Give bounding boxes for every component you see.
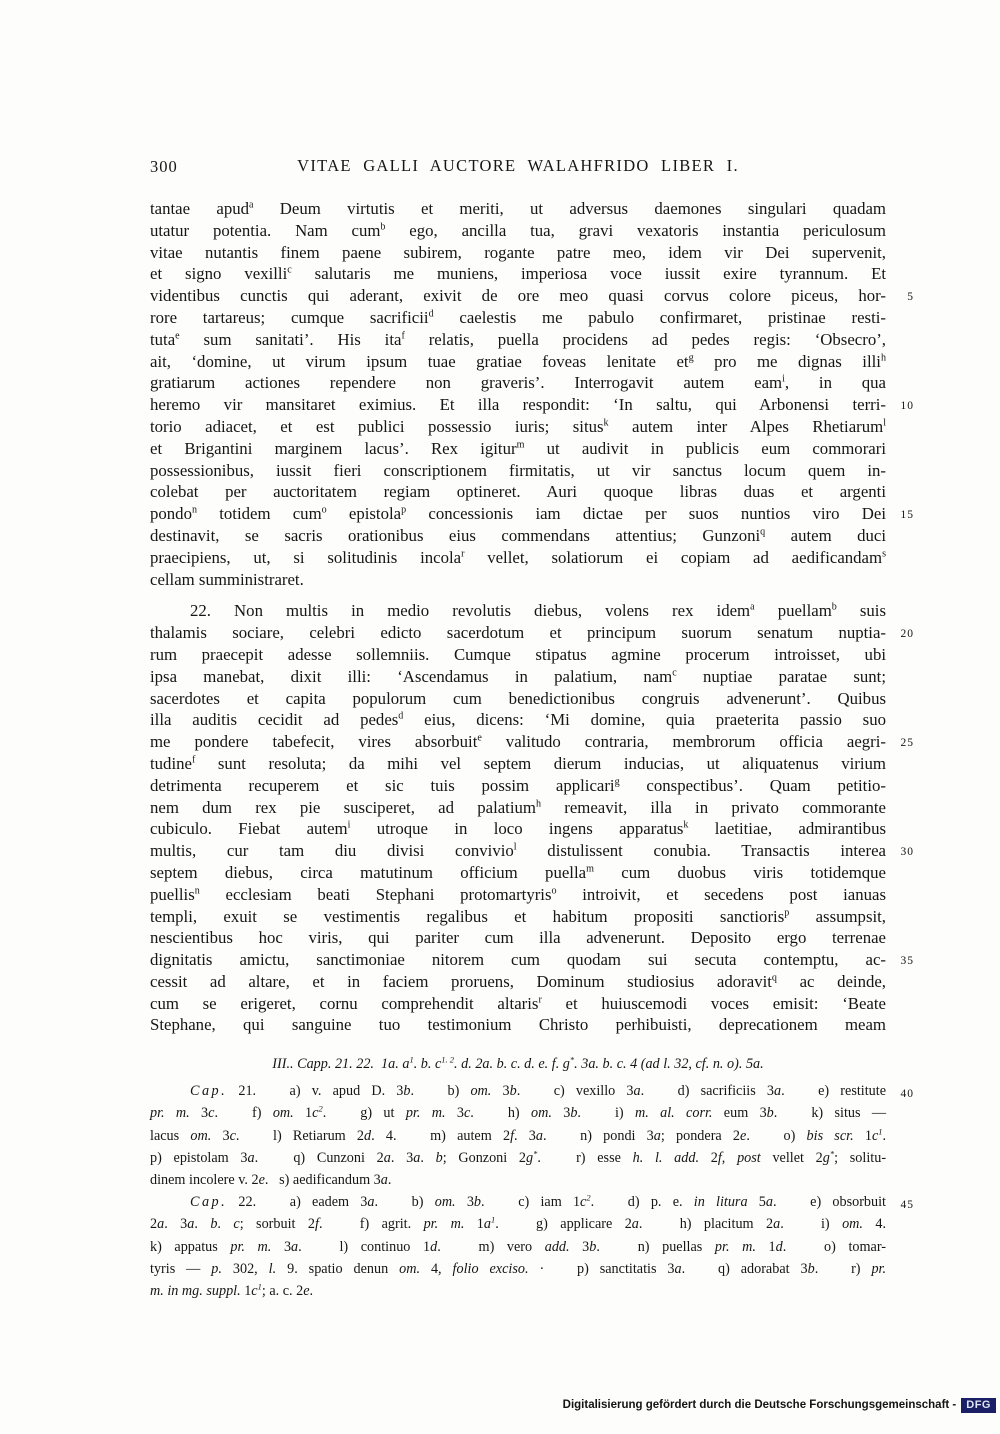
text-line: cubiculo. Fiebat autem$^i$ utroque in loco ingens apparatus$^k$ laetitiae, admirantibus [150, 819, 886, 839]
text-line: p) epistolam 3a. q) Cunzoni 2a. 3a. b; Gonzoni 2g*. r) esse h. l. add. 2f, post vellet 2g*; solitu- [150, 1148, 887, 1166]
margin-line-number: 45 [900, 1199, 914, 1212]
margin-line-number: 25 [900, 737, 914, 750]
text-line: me pondere tabefecit, vires absorbuit$^e$ valitudo contraria, membrorum officia aegri- 25 [150, 732, 914, 752]
text-line: tuta$^e$ sum sanitati’. His ita$^f$ relatis, puella procidens ad pedes regis: ‘Obsecro’, [150, 329, 886, 349]
apparatus-manuscripts-line [150, 1056, 886, 1078]
text-line: septem diebus, circa matutinum officium puella$^m$ cum duobus viris totidemque [150, 862, 886, 882]
margin-line-number: 5 [907, 291, 914, 304]
main-text [150, 199, 914, 1037]
text-line: pondo$^n$ totidem cum$^o$ epistola$^p$ concessionis iam dictae per suos nuntios viro Dei 15 [150, 504, 914, 524]
text-line: Cap. 22. a) eadem 3a. b) om. 3b. c) iam $1c^2$. d) p. e. in litura 5a. e) obsorbuit 45 [190, 1192, 914, 1212]
text-line: pr. m. 3c. f) om. $1c^2$. g) ut pr. m. 3c. h) om. 3b. i) m. al. corr. eum 3b. k) situs — [150, 1103, 887, 1122]
text-line: videntibus cunctis qui aderant, exivit de ore meo quasi corvus colore piceus, hor- 5 [150, 286, 914, 306]
text-line: heremo vir mansitaret eximius. Et illa respondit: ‘In saltu, qui Arbonensi terri- 10 [150, 395, 914, 415]
page-number: 300 [150, 157, 178, 176]
text-line: sacerdotes et capita populorum cum benedictionibus congruis advenerunt’. Quibus [150, 688, 886, 708]
text-line: et signo vexilli$^c$ salutaris me muniens, imperiosa voce iussit exire tyrannum. Et [150, 264, 886, 284]
text-line: torio adiacet, et est publici possessio iuris; situs$^k$ autem inter Alpes Rhetiarum$^l$ [150, 416, 886, 436]
text-line: et Brigantini marginem lacus’. Rex igitur$^m$ ut audivit in publicis eum commorari [150, 438, 886, 458]
text-line: utatur potentia. Nam cum$^b$ ego, ancilla tua, gravi vexatoris instantia periculosum [150, 220, 886, 240]
text-line: detrimenta recuperem et sic tuis possim applicari$^g$ conspectibus’. Quam petitio- [150, 775, 886, 795]
apparatus-cap-22 [150, 1192, 914, 1305]
text-line: vitae nutantis finem paene subirem, rogante patre meo, idem vir Dei supervenit, [150, 242, 886, 262]
text-line: k) appatus pr. m. 3a. l) continuo 1d. m) vero add. 3b. n) puellas pr. m. 1d. o) tomar- [150, 1238, 886, 1255]
text-line: lacus om. 3c. l) Retiarum 2d. 4. m) autem 2f. 3a. n) pondi 3a; pondera 2e. o) bis scr. $1c^1$. [150, 1125, 887, 1144]
text-line: colebat per auctoritatem regiam optineret. Auri quoque libras duas et argenti [150, 482, 886, 502]
digitization-credit [563, 1396, 996, 1414]
text-line: tyris — p. 302, l. 9. spatio denun om. 4, folio exciso. · p) sanctitatis 3a. q) adorabat 3b. r) pr. [150, 1260, 887, 1277]
page-header [150, 156, 886, 180]
text-line: praecipiens, ut, si solitudinis incola$^r$ vellet, solatiorum ei copiam ad aedificandam$^s$ [150, 547, 886, 567]
text-line: 22. Non multis in medio revolutis diebus, volens rex idem$^a$ puellam$^b$ suis [190, 601, 886, 621]
text-line: Stephane, qui sanguine tuo testimonium Christo perhibuisti, deprecationem meam [150, 1015, 886, 1035]
text-line: dinem incolere v. 2e. s) aedificandum 3a. [150, 1171, 392, 1188]
margin-line-number: 40 [900, 1088, 914, 1101]
text-line: tudine$^f$ sunt resoluta; da mihi vel septem dierum inducias, ut aliquatenus virium [150, 753, 886, 773]
text-line: Cap. 21. a) v. apud D. 3b. b) om. 3b. c) vexillo 3a. d) sacrificiis 3a. e) restitute 40 [190, 1083, 914, 1101]
text-line: tantae apud$^a$ Deum virtutis et meriti, ut adversus daemones singulari quadam [150, 199, 886, 218]
text-line: m. in mg. suppl. $1c^1$; a. c. 2e. [150, 1281, 314, 1299]
text-line: gratiarum actiones rependere non graveris’. Interrogavit autem eam$^i$, in qua [150, 373, 886, 393]
text-line: cum se erigeret, cornu comprehendit altaris$^r$ et huiuscemodi voces emisit: ‘Beate [150, 993, 886, 1013]
text-line: rore tartareus; cumque sacrificii$^d$ caelestis me pabulo confirmaret, pristinae resti- [150, 307, 887, 327]
margin-line-number: 35 [900, 955, 914, 968]
margin-line-number: 15 [900, 509, 914, 522]
apparatus-cap-21 [150, 1083, 914, 1194]
text-line: cessit ad altare, et in faciem proruens, Dominum studiosius adoravit$^q$ ac deinde, [150, 971, 886, 991]
text-line: possessionibus, iussit fieri conscriptionem firmitatis, ut vir sanctus locum quem in- [150, 460, 886, 480]
margin-line-number: 20 [900, 628, 914, 641]
paragraph-21 [150, 199, 914, 591]
text-line: nescientibus hoc viris, qui pariter cum illa advenerunt. Deposito ergo terrenae [150, 928, 886, 948]
text-line: III.. Capp. 21. 22. 1a. $a^1$. b. $c^{1. 2}$. d. 2a. b. c. d. e. f. g*. 3a. b. c. 4 (ad l. 32, cf. n. o). 5a. [272, 1054, 764, 1072]
text-line: multis, cur tam diu divisi convivio$^l$ distulissent conubia. Transactis interea 30 [150, 841, 914, 861]
text-line: cellam sumministraret. [150, 569, 304, 589]
text-line: destinavit, se sacris orationibus eius commendans attentius; Gunzoni$^q$ autem duci [150, 525, 886, 545]
margin-line-number: 10 [900, 400, 914, 413]
margin-line-number: 30 [900, 846, 914, 859]
text-line: ipsa manebat, dixit illi: ‘Ascendamus in palatium, nam$^c$ nuptiae paratae sunt; [150, 666, 886, 686]
text-line: templi, exuit se vestimentis regalibus et habitum propositi sanctioris$^p$ assumpsit, [150, 906, 886, 926]
text-line: nem dum rex pie susciperet, ad palatium$^h$ remeavit, illa in privato commorante [150, 797, 886, 817]
paragraph-22 [150, 601, 914, 1037]
credit-text: Digitalisierung gefördert durch die Deutsche Forschungsgemeinschaft - [562, 1399, 957, 1411]
text-line: ait, ‘domine, ut virum ipsum tuae gratiae foveas lenitate $et^g$ pro me dignas illi$^h$ [150, 351, 886, 371]
text-line: puellis$^n$ ecclesiam beati Stephani protomartyris$^o$ introivit, et secedens post ianuas [150, 884, 886, 904]
text-line: 2a. 3a. b. c; sorbuit 2f. f) agrit. pr. m. $1a^1$. g) applicare 2a. h) placitum 2a. i) om. 4. [150, 1214, 887, 1233]
text-line: illa auditis cecidit ad pedes$^d$ eius, dicens: ‘Mi domine, quia praeterita passio suo [150, 710, 886, 730]
running-title: VITAE GALLI AUCTORE WALAHFRIDO LIBER I. [297, 156, 739, 175]
text-line: rum praecepit adesse sollemniis. Cumque stipatus agmine procerum introisset, ubi [150, 644, 886, 664]
text-line: thalamis sociare, celebri edicto sacerdotum et principum suorum senatum nuptia- 20 [150, 623, 914, 643]
text-line: dignitatis amictu, sanctimoniae nitorem cum quodam sui secuta contemptu, ac- 35 [150, 950, 914, 970]
critical-apparatus [150, 1054, 914, 1305]
dfg-logo: DFG [961, 1398, 996, 1413]
